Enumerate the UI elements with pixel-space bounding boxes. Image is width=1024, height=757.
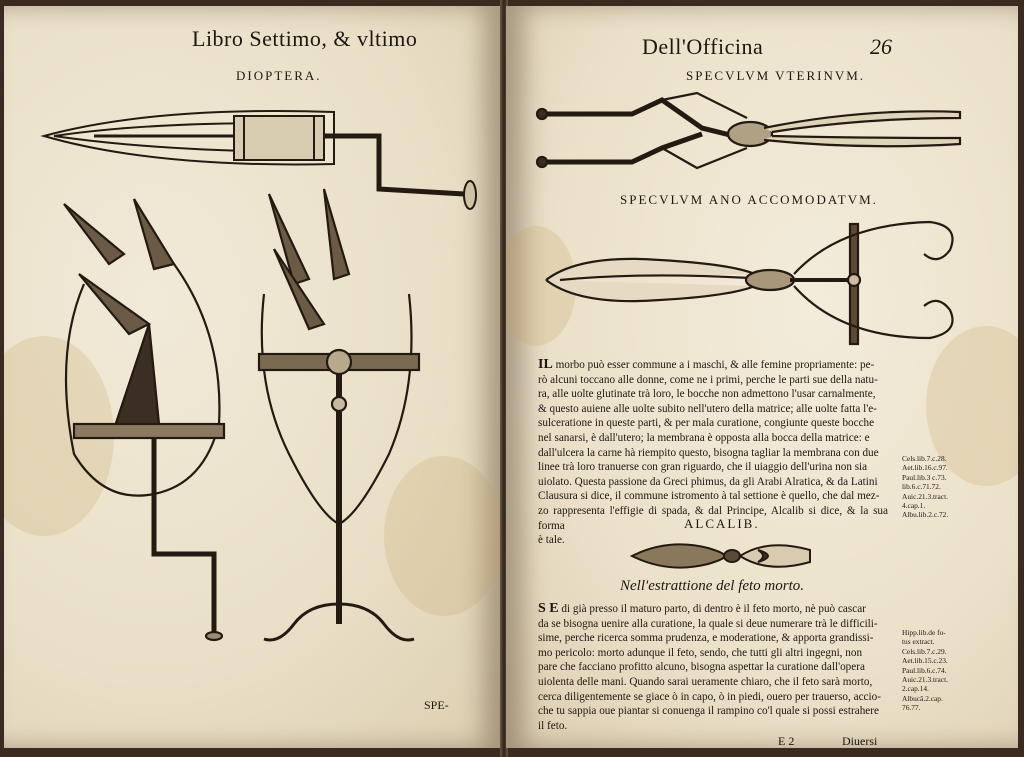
section-title: Nell'estrattione del feto morto.: [620, 578, 805, 594]
paragraph-feto: [538, 602, 888, 733]
margin-note: Albu.lib.2.c.72.: [902, 510, 949, 520]
margin-note: lib.6.c.71.72.: [902, 482, 941, 492]
margin-note: Auic.21.3.tract.: [902, 491, 948, 501]
paragraph-initial: S E: [538, 601, 559, 616]
serpent-dilator-illustration: [249, 184, 429, 654]
paragraph-line: uiolenta delle mani. Quando sarai ueramente chiaro, che il feto sarà morto,: [538, 675, 873, 688]
margin-note: Paul.lib.6.c.74.: [902, 665, 947, 675]
paragraph-line: ra, alle uolte glutinate trà loro, le bocche non admettono l'usar carnalmente,: [538, 388, 876, 401]
dioptera-caption: DIOPTERA.: [236, 68, 322, 83]
margin-note: Cels.lib.7.c.29.: [902, 646, 947, 656]
margin-note: Auic.21.3.tract.: [902, 675, 948, 685]
margin-note: Paul.lib.3 c.73.: [902, 472, 947, 482]
margin-note: Aet.lib.15.c.23.: [902, 656, 948, 666]
speculum-ano-illustration: [540, 214, 964, 346]
paragraph-line: morbo può esser commune a i maschi, & alle femine propriamente: pe-: [555, 359, 875, 371]
margin-note: tus extract.: [902, 637, 935, 647]
right-catchword: Diuersi: [842, 734, 878, 748]
paragraph-line: dall'ulcera la carne hà riempito questo, bisogna tagliar la membrana con due: [538, 446, 879, 459]
tri-blade-dilator-illustration: [54, 194, 244, 644]
paragraph-line: linee trà loro tranuerse con gran riguardo, che il uiaggio dell'urina non sia: [538, 461, 868, 474]
paragraph-initial: IL: [538, 357, 553, 372]
speculum-uterinum-caption: SPECVLVM VTERINVM.: [686, 68, 866, 83]
paragraph-line: sime, perche ricerca somma prudenza, e moderatione, & apporta grandissi-: [538, 632, 874, 645]
right-page-header: Dell'Officina: [642, 34, 764, 59]
signature-mark: E 2: [778, 734, 795, 748]
speculum-ano-caption: SPECVLVM ANO ACCOMODATVM.: [620, 192, 878, 207]
paragraph-line: nel sanarsi, è dall'utero; la membrana è opposta alla bocca della matrice: e: [538, 431, 870, 444]
alcalib-caption: ALCALIB.: [684, 516, 760, 531]
alcalib-illustration: [628, 534, 814, 578]
left-page: [4, 6, 502, 748]
margin-note: Cels.lib.7.c.28.: [902, 454, 947, 463]
paragraph-line: mo pericolo: morto adunque il feto, sendo, che tutti gli altri ingegni, non: [538, 646, 863, 659]
paragraph-line: cerca diligentemente se giace ò in capo, ò in piedi, ouero per trauerso, accio-: [538, 690, 881, 703]
paragraph-line: è tale.: [538, 534, 565, 547]
paragraph-line: sulceratione in queste parti, & per mala curatione, congiunte queste bocche: [538, 417, 875, 430]
page-number: 26: [870, 34, 892, 59]
paragraph-line: di già presso il maturo parto, di dentro è il feto morto, nè può cascar: [561, 603, 866, 615]
paragraph-line: rò alcuni toccano alle donne, come ne i primi, perche le parti sue della natu-: [538, 373, 878, 386]
margin-note: 76.77.: [902, 703, 921, 713]
margin-note: Hipp.lib.de fo-: [902, 628, 946, 637]
paragraph-line: & questo auiene alle uolte subito nell'utero della matrice; alle uolte fatta l'e-: [538, 402, 877, 415]
paragraph-line: Clausura si dice, il commune istromento à tal settione è quello, che dal mez-: [538, 490, 880, 503]
paragraph-line: zo rappresenta l'effigie di spada, & dal Principe, Alcalib si dice, & la sua forma: [538, 504, 888, 532]
right-page: [506, 6, 1018, 748]
margin-note: 4.cap.1.: [902, 501, 926, 511]
left-page-header: Libro Settimo, & vltimo: [192, 26, 418, 51]
speculum-uterinum-illustration: [532, 88, 964, 180]
paragraph-line: uiolato. Questa passione da Greci phimus, da gli Arabi Alratica, & da Latini: [538, 475, 878, 488]
margin-notes-first: [902, 454, 948, 520]
paragraph-line: pare che facciano profitto alcuno, bisogna aspettar la curatione dall'opera: [538, 661, 865, 674]
margin-notes-second: [902, 628, 948, 713]
margin-note: Aet.lib.16.c.97.: [902, 463, 948, 473]
paragraph-line: il feto.: [538, 719, 568, 732]
margin-note: Albucā.2.cap.: [902, 693, 943, 703]
paragraph-line: da se bisogna uenire alla curatione, la quale si deue numerare trà le difficili-: [538, 617, 878, 630]
left-catchword: SPE-: [424, 698, 449, 712]
margin-note: 2.cap.14.: [902, 684, 929, 694]
paragraph-line: che tu sappia oue piantar si conuenga il rampino co'l quale si possi estrahere: [538, 705, 879, 718]
